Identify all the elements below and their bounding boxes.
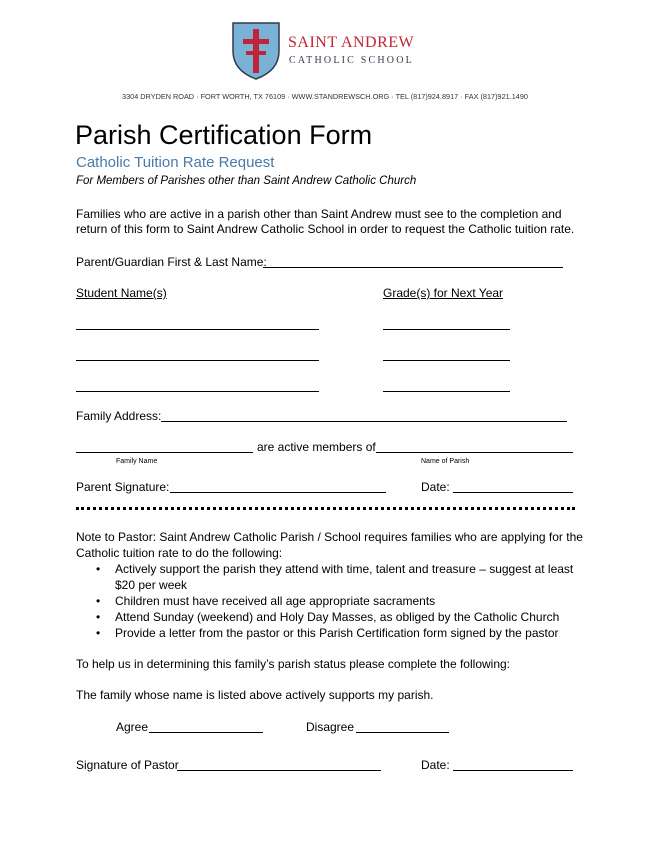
active-members-text: are active members of (257, 440, 376, 454)
parent-signature-label: Parent Signature: (76, 480, 170, 494)
parent-name-field[interactable] (263, 267, 563, 268)
pastor-signature-label: Signature of Pastor (76, 758, 179, 772)
intro-line-2: return of this form to Saint Andrew Catholic School in order to request the Catholic tuition rate. (76, 222, 575, 236)
disagree-field[interactable] (356, 732, 449, 733)
student-names-header: Student Name(s) (76, 286, 167, 300)
family-name-field[interactable] (76, 452, 253, 453)
pastor-date-label: Date: (421, 758, 450, 772)
parent-name-label: Parent/Guardian First & Last Name: (76, 255, 267, 269)
pastor-signature-field[interactable] (177, 770, 381, 771)
requirement-item-4: Provide a letter from the pastor or this Parish Certification form signed by the pastor (115, 626, 559, 640)
bullet-dot-4: • (96, 626, 101, 640)
parish-name-caption: Name of Parish (421, 458, 470, 465)
requirement-item-1-cont: $20 per week (115, 578, 188, 592)
cut-divider (76, 507, 575, 510)
parent-signature-field[interactable] (170, 492, 386, 493)
pastor-note-line-2: Catholic tuition rate to do the following: (76, 546, 283, 560)
intro-line-1: Families who are active in a parish other than Saint Andrew must see to the completion and (76, 207, 562, 221)
student-name-field-1[interactable] (76, 329, 319, 330)
school-name: SAINT ANDREW (288, 34, 415, 51)
disagree-label: Disagree (306, 720, 355, 734)
family-name-caption: Family Name (116, 458, 158, 465)
school-subname: CATHOLIC SCHOOL (289, 55, 414, 66)
bullet-dot-3: • (96, 610, 101, 624)
grades-header: Grade(s) for Next Year (383, 286, 504, 300)
requirement-item-1: Actively support the parish they attend with time, talent and treasure – suggest at least (115, 562, 574, 576)
page-subtitle: Catholic Tuition Rate Request (76, 154, 275, 171)
page-title: Parish Certification Form (75, 120, 373, 150)
parish-name-field[interactable] (376, 452, 573, 453)
school-address: 3304 DRYDEN ROAD · FORT WORTH, TX 76109 · WWW.STANDREWSCH.ORG · TEL (817)924.8917 · FAX (817)921.1490 (122, 92, 528, 101)
support-text: The family whose name is listed above actively supports my parish. (76, 688, 434, 702)
page-tagline: For Members of Parishes other than Saint Andrew Catholic Church (76, 175, 417, 187)
parent-date-field[interactable] (453, 492, 573, 493)
grade-field-3[interactable] (383, 391, 510, 392)
bullet-dot-1: • (96, 562, 101, 576)
school-crest-logo (231, 21, 281, 81)
grade-field-2[interactable] (383, 360, 510, 361)
bullet-dot-2: • (96, 594, 101, 608)
parent-date-label: Date: (421, 480, 450, 494)
agree-field[interactable] (149, 732, 263, 733)
requirement-item-3: Attend Sunday (weekend) and Holy Day Masses, as obliged by the Catholic Church (115, 610, 560, 624)
pastor-note-line-1: Note to Pastor: Saint Andrew Catholic Parish / School requires families who are applying for the (76, 530, 583, 544)
student-name-field-3[interactable] (76, 391, 319, 392)
pastor-date-field[interactable] (453, 770, 573, 771)
family-address-label: Family Address: (76, 409, 162, 423)
grade-field-1[interactable] (383, 329, 510, 330)
student-name-field-2[interactable] (76, 360, 319, 361)
requirement-item-2: Children must have received all age appropriate sacraments (115, 594, 436, 608)
help-text: To help us in determining this family’s parish status please complete the following: (76, 657, 511, 671)
agree-label: Agree (116, 720, 149, 734)
family-address-field[interactable] (161, 421, 567, 422)
